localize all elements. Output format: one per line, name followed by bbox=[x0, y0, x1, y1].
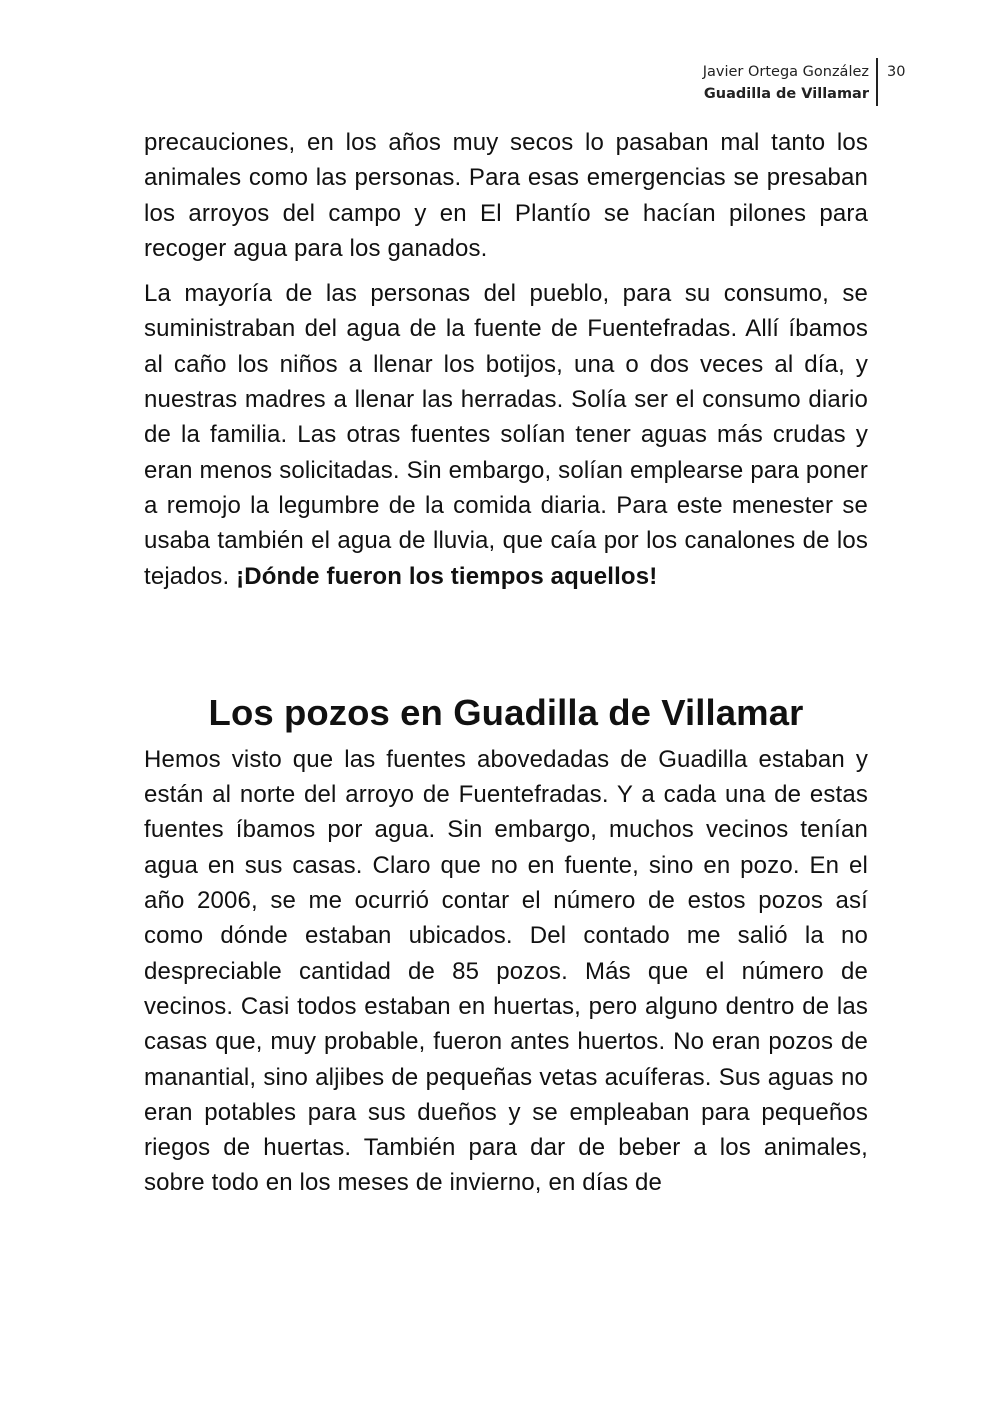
paragraph-2-text: La mayoría de las personas del pueblo, para su consumo, se suministraban del agua de la fuente de Fuentefradas. Allí íbamos al caño los niños a llenar los botijos, una o dos veces al día, y nuestras madres a llenar las herradas. Solía ser el consumo diario de la familia. Las otras fuentes solían tener aguas más crudas y eran menos solicitadas. Sin embargo, solían emplearse para poner a remojo la legumbre de la comida diaria. Para este menester se usaba también el agua de lluvia, que caía por los canalones de los tejados. bbox=[144, 280, 868, 590]
section-paragraph: Hemos visto que las fuentes abovedadas de Guadilla estaban y están al norte del arroyo de Fuentefradas. Y a cada una de estas fuentes íbamos por agua. Sin embargo, muchos vecinos tenían agua en sus casas. Claro que no en fuente, sino en pozo. En el año 2006, se me ocurrió contar el número de estos pozos así como dónde estaban ubicados. Del contado me salió la no despreciable cantidad de 85 pozos. Más que el número de vecinos. Casi todos estaban en huertas, pero alguno dentro de las casas que, muy probable, fueron antes huertos. No eran pozos de manantial, sino aljibes de pequeñas vetas acuíferas. Sus aguas no eran potables para sus dueños y se empleaban para pequeños riegos de huertas. También para dar de beber a los animales, sobre todo en los meses de invierno, en días de bbox=[144, 745, 868, 1197]
page-number: 30 bbox=[887, 64, 906, 80]
paragraph-2 bbox=[144, 276, 868, 594]
header-divider bbox=[876, 58, 878, 106]
page-body bbox=[144, 125, 868, 1201]
exclamation-text: ¡Dónde fueron los tiempos aquellos! bbox=[236, 562, 658, 590]
running-header bbox=[703, 61, 869, 105]
section-title: Los pozos en Guadilla de Villamar bbox=[208, 691, 804, 733]
header-place: Guadilla de Villamar bbox=[703, 86, 869, 102]
header-author: Javier Ortega González bbox=[702, 64, 869, 80]
paragraph-1: precauciones, en los años muy secos lo pasaban mal tanto los animales como las personas. Para esas emergencias se presaban los arroyos del campo y en El Plantío se hacían pilones para recoger agua para los ganados. bbox=[144, 129, 868, 262]
page-header bbox=[0, 58, 1000, 108]
